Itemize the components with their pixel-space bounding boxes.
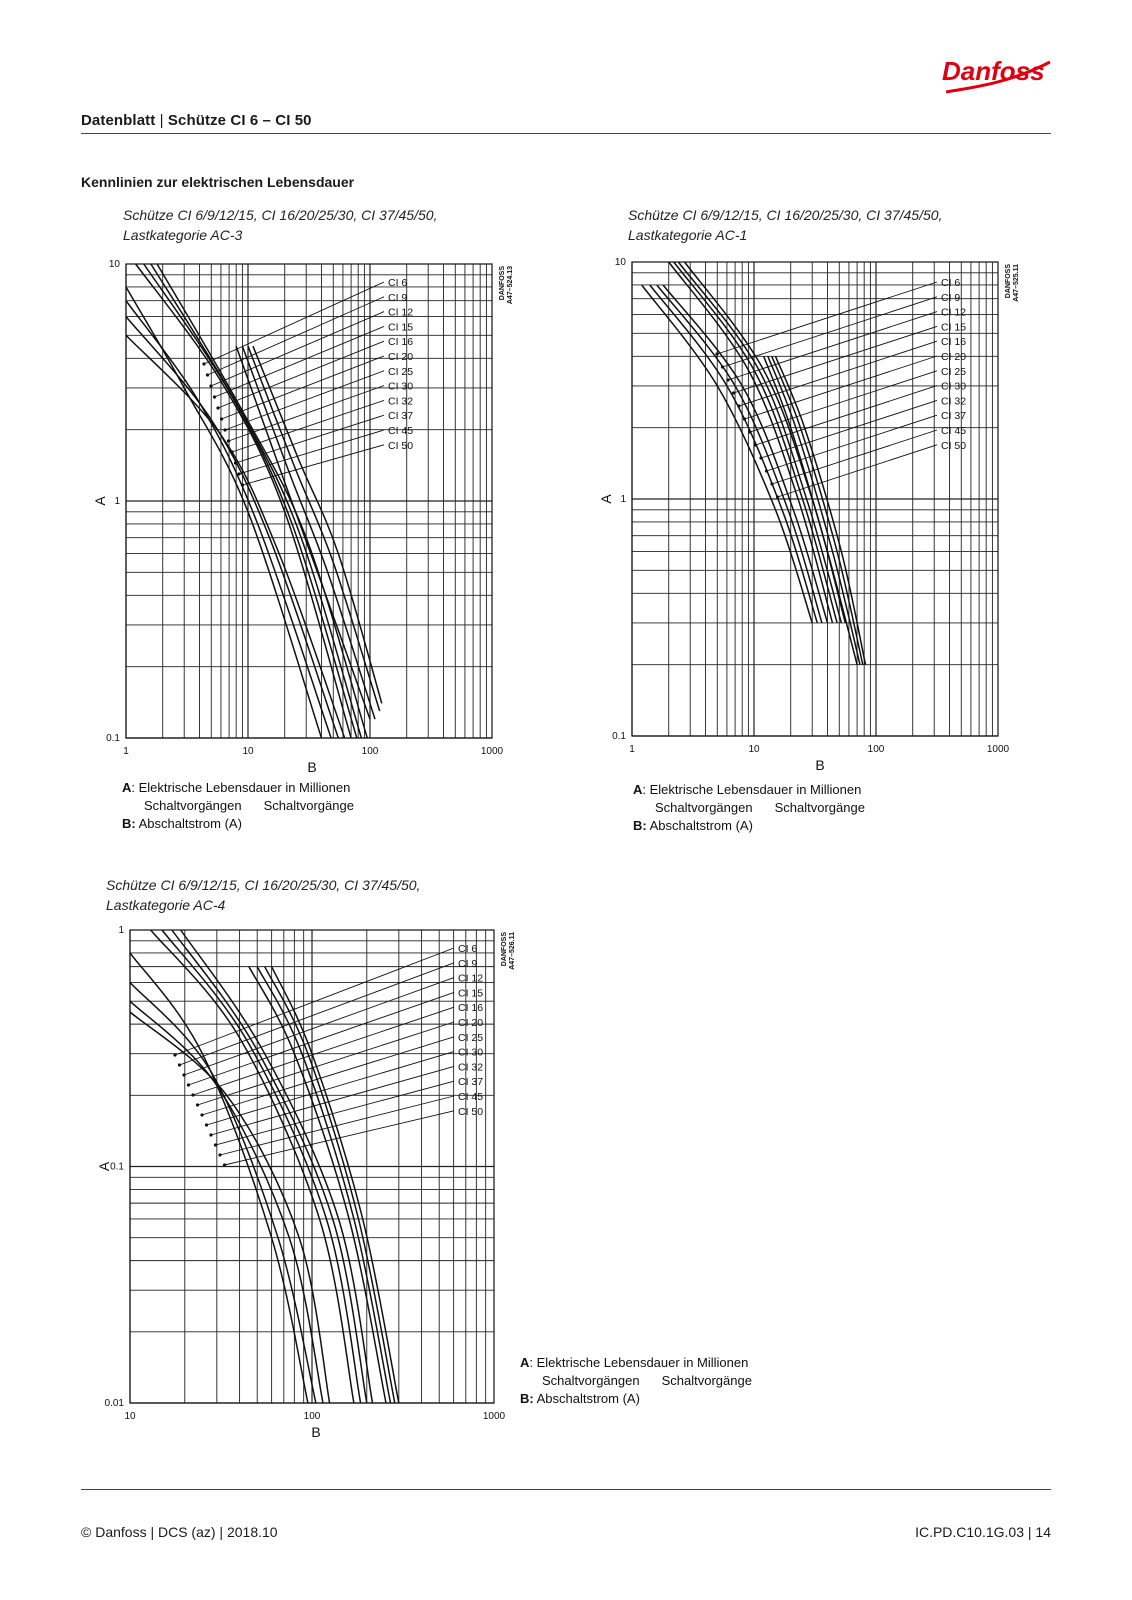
- y-axis-label: A: [598, 494, 614, 504]
- drawing-code: DANFOSS: [499, 266, 506, 301]
- legend-label: CI 6: [941, 277, 961, 289]
- leader-dot: [715, 352, 718, 355]
- leader-dot: [754, 443, 757, 446]
- leader-line: [184, 978, 454, 1075]
- leader-line: [767, 415, 938, 471]
- leader-dot: [770, 482, 773, 485]
- drawing-code: A47–526.11: [509, 932, 516, 970]
- y-tick-label: 1: [118, 925, 124, 936]
- leader-dot: [178, 1063, 181, 1066]
- series-line-ci-30: [685, 262, 846, 623]
- leader-dot: [196, 1103, 199, 1106]
- leader-line: [218, 341, 384, 408]
- legend-label: CI 20: [388, 351, 414, 363]
- leader-dot: [759, 456, 762, 459]
- y-tick-label: 10: [108, 259, 120, 270]
- leader-dot: [191, 1093, 194, 1096]
- drawing-code: A47–524.13: [507, 266, 514, 305]
- y-tick-label: 0.01: [104, 1398, 124, 1409]
- leader-dot: [216, 406, 219, 409]
- x-tick-label: 1: [123, 746, 129, 757]
- leader-dot: [241, 483, 244, 486]
- x-tick-label: 1000: [986, 744, 1010, 755]
- y-tick-label: 0.1: [612, 731, 626, 742]
- leader-dot: [237, 472, 240, 475]
- leader-dot: [173, 1053, 176, 1056]
- leader-dot: [209, 384, 212, 387]
- leader-dot: [230, 450, 233, 453]
- legend-label: CI 30: [941, 380, 967, 393]
- legend-label: CI 6: [388, 277, 408, 289]
- leader-dot: [220, 417, 223, 420]
- x-axis-label: B: [307, 759, 317, 775]
- leader-dot: [776, 495, 779, 498]
- leader-dot: [187, 1083, 190, 1086]
- legend-label: CI 32: [458, 1061, 484, 1074]
- chart-ac4-legend: A: Elektrische Lebensdauer in Millionen Schaltvorgängen Schaltvorgänge B: Abschaltstrom (A): [520, 1355, 752, 1406]
- leader-dot: [227, 439, 230, 442]
- legend-label: CI 16: [388, 336, 414, 349]
- chart-ac3-caption: Schütze CI 6/9/12/15, CI 16/20/25/30, CI 37/45/50, Lastkategorie AC-3: [123, 207, 438, 243]
- y-tick-label: 0.1: [106, 733, 120, 744]
- legend-label: CI 12: [388, 306, 414, 319]
- x-tick-label: 100: [867, 744, 885, 755]
- leader-line: [193, 1007, 454, 1095]
- leader-line: [739, 341, 937, 406]
- footer-left: © Danfoss | DCS (az) | 2018.10: [81, 1524, 278, 1540]
- legend-label: CI 9: [458, 957, 478, 970]
- legend-label: CI 45: [458, 1091, 484, 1103]
- chart-ac4: [80, 918, 530, 1443]
- legend-label: CI 45: [388, 425, 414, 437]
- leader-dot: [200, 1113, 203, 1116]
- leader-line: [756, 386, 938, 445]
- legend-label: CI 30: [458, 1046, 484, 1059]
- document-title: [81, 112, 312, 129]
- legend-label: CI 50: [458, 1105, 484, 1118]
- leader-dot: [765, 469, 768, 472]
- legend-label: CI 30: [388, 380, 414, 393]
- legend-label: CI 15: [941, 321, 967, 334]
- series-line-ci-15: [126, 335, 345, 738]
- legend-label: CI 25: [458, 1031, 484, 1044]
- y-axis-label: A: [96, 1161, 112, 1172]
- x-tick-label: 10: [242, 746, 254, 757]
- x-tick-label: 1: [629, 744, 635, 755]
- legend-label: CI 37: [941, 410, 967, 423]
- leader-line: [734, 326, 938, 393]
- leader-dot: [209, 1133, 212, 1136]
- legend-label: CI 20: [941, 351, 967, 363]
- x-axis-label: B: [815, 757, 825, 773]
- leader-dot: [182, 1073, 185, 1076]
- leader-line: [772, 430, 937, 484]
- legend-label: CI 20: [458, 1017, 484, 1029]
- doc-title-separator: |: [159, 112, 164, 129]
- legend-label: CI 37: [458, 1076, 484, 1089]
- legend-label: CI 12: [458, 972, 484, 985]
- series-line-ci-9: [130, 983, 316, 1404]
- legend-label: CI 6: [458, 943, 478, 955]
- section-heading: Kennlinien zur elektrischen Lebensdauer: [81, 174, 355, 190]
- legend-label: CI 32: [388, 395, 414, 408]
- x-tick-label: 1000: [482, 1411, 506, 1422]
- legend-label: CI 15: [388, 321, 414, 334]
- y-tick-label: 1: [114, 496, 120, 507]
- x-tick-label: 10: [124, 1411, 136, 1422]
- chart-ac1-legend: A: Elektrische Lebensdauer in Millionen Schaltvorgängen Schaltvorgänge B: Abschaltstrom (A): [633, 782, 865, 833]
- legend-label: CI 25: [941, 365, 967, 378]
- y-tick-label: 0.1: [110, 1161, 124, 1173]
- series-line-ci-25: [678, 262, 841, 623]
- legend-label: CI 12: [941, 306, 967, 319]
- footer-divider: [81, 1489, 1051, 1490]
- y-tick-label: 10: [614, 257, 626, 268]
- footer-right: IC.PD.C10.1G.03 | 14: [915, 1524, 1051, 1540]
- series-line-ci-6: [130, 953, 308, 1403]
- x-tick-label: 10: [748, 744, 760, 755]
- leader-dot: [218, 1153, 221, 1156]
- grid: [130, 930, 494, 1403]
- y-axis-label: A: [92, 496, 108, 506]
- legend-label: CI 16: [458, 1002, 484, 1015]
- x-axis-label: B: [311, 1424, 321, 1440]
- chart-ac3-legend: A: Elektrische Lebensdauer in Millionen Schaltvorgängen Schaltvorgänge B: Abschaltstrom (A): [122, 780, 354, 831]
- doc-title-main: Datenblatt: [81, 112, 156, 129]
- leader-dot: [223, 1163, 226, 1166]
- leader-dot: [214, 1143, 217, 1146]
- legend-label: CI 37: [388, 410, 414, 423]
- danfoss-logo: [938, 48, 1056, 98]
- legend-label: CI 16: [941, 336, 967, 349]
- leader-dot: [726, 378, 729, 381]
- x-tick-label: 1000: [480, 746, 504, 757]
- leader-line: [225, 1111, 455, 1165]
- leader-line: [717, 282, 937, 354]
- leader-line: [232, 400, 384, 452]
- header-divider: [81, 133, 1051, 134]
- x-tick-label: 100: [361, 746, 379, 757]
- leader-dot: [202, 362, 205, 365]
- series-line-ci-37: [257, 967, 390, 1403]
- legend-label: CI 50: [388, 439, 414, 452]
- series-line-ci-37: [242, 346, 375, 719]
- chart-ac4-caption: Schütze CI 6/9/12/15, CI 16/20/25/30, CI 37/45/50, Lastkategorie AC-4: [106, 877, 421, 913]
- leader-dot: [732, 391, 735, 394]
- leader-dot: [743, 417, 746, 420]
- x-tick-label: 100: [303, 1411, 321, 1422]
- leader-dot: [205, 1123, 208, 1126]
- leader-dot: [206, 373, 209, 376]
- drawing-code: DANFOSS: [1005, 264, 1012, 299]
- legend-label: CI 9: [388, 291, 408, 304]
- chart-ac1-caption: Schütze CI 6/9/12/15, CI 16/20/25/30, CI 37/45/50, Lastkategorie AC-1: [628, 207, 943, 243]
- legend-label: CI 50: [941, 439, 967, 452]
- brand-wordmark: Danfoss: [942, 56, 1045, 86]
- y-tick-label: 1: [620, 494, 626, 505]
- legend-label: CI 9: [941, 291, 961, 304]
- legend-label: CI 15: [458, 987, 484, 1000]
- leader-dot: [213, 395, 216, 398]
- chart-ac3: [80, 252, 530, 777]
- legend-label: CI 32: [941, 395, 967, 408]
- legend-label: CI 25: [388, 365, 414, 378]
- leader-dot: [223, 428, 226, 431]
- drawing-code: DANFOSS: [501, 932, 508, 967]
- legend-label: CI 45: [941, 425, 967, 437]
- chart-ac1: [590, 250, 1040, 775]
- doc-title-sub: Schütze CI 6 – CI 50: [167, 112, 312, 129]
- leader-line: [243, 445, 385, 485]
- leader-dot: [748, 430, 751, 433]
- drawing-code: A47–525.11: [1013, 264, 1020, 302]
- leader-dot: [234, 461, 237, 464]
- leader-dot: [737, 404, 740, 407]
